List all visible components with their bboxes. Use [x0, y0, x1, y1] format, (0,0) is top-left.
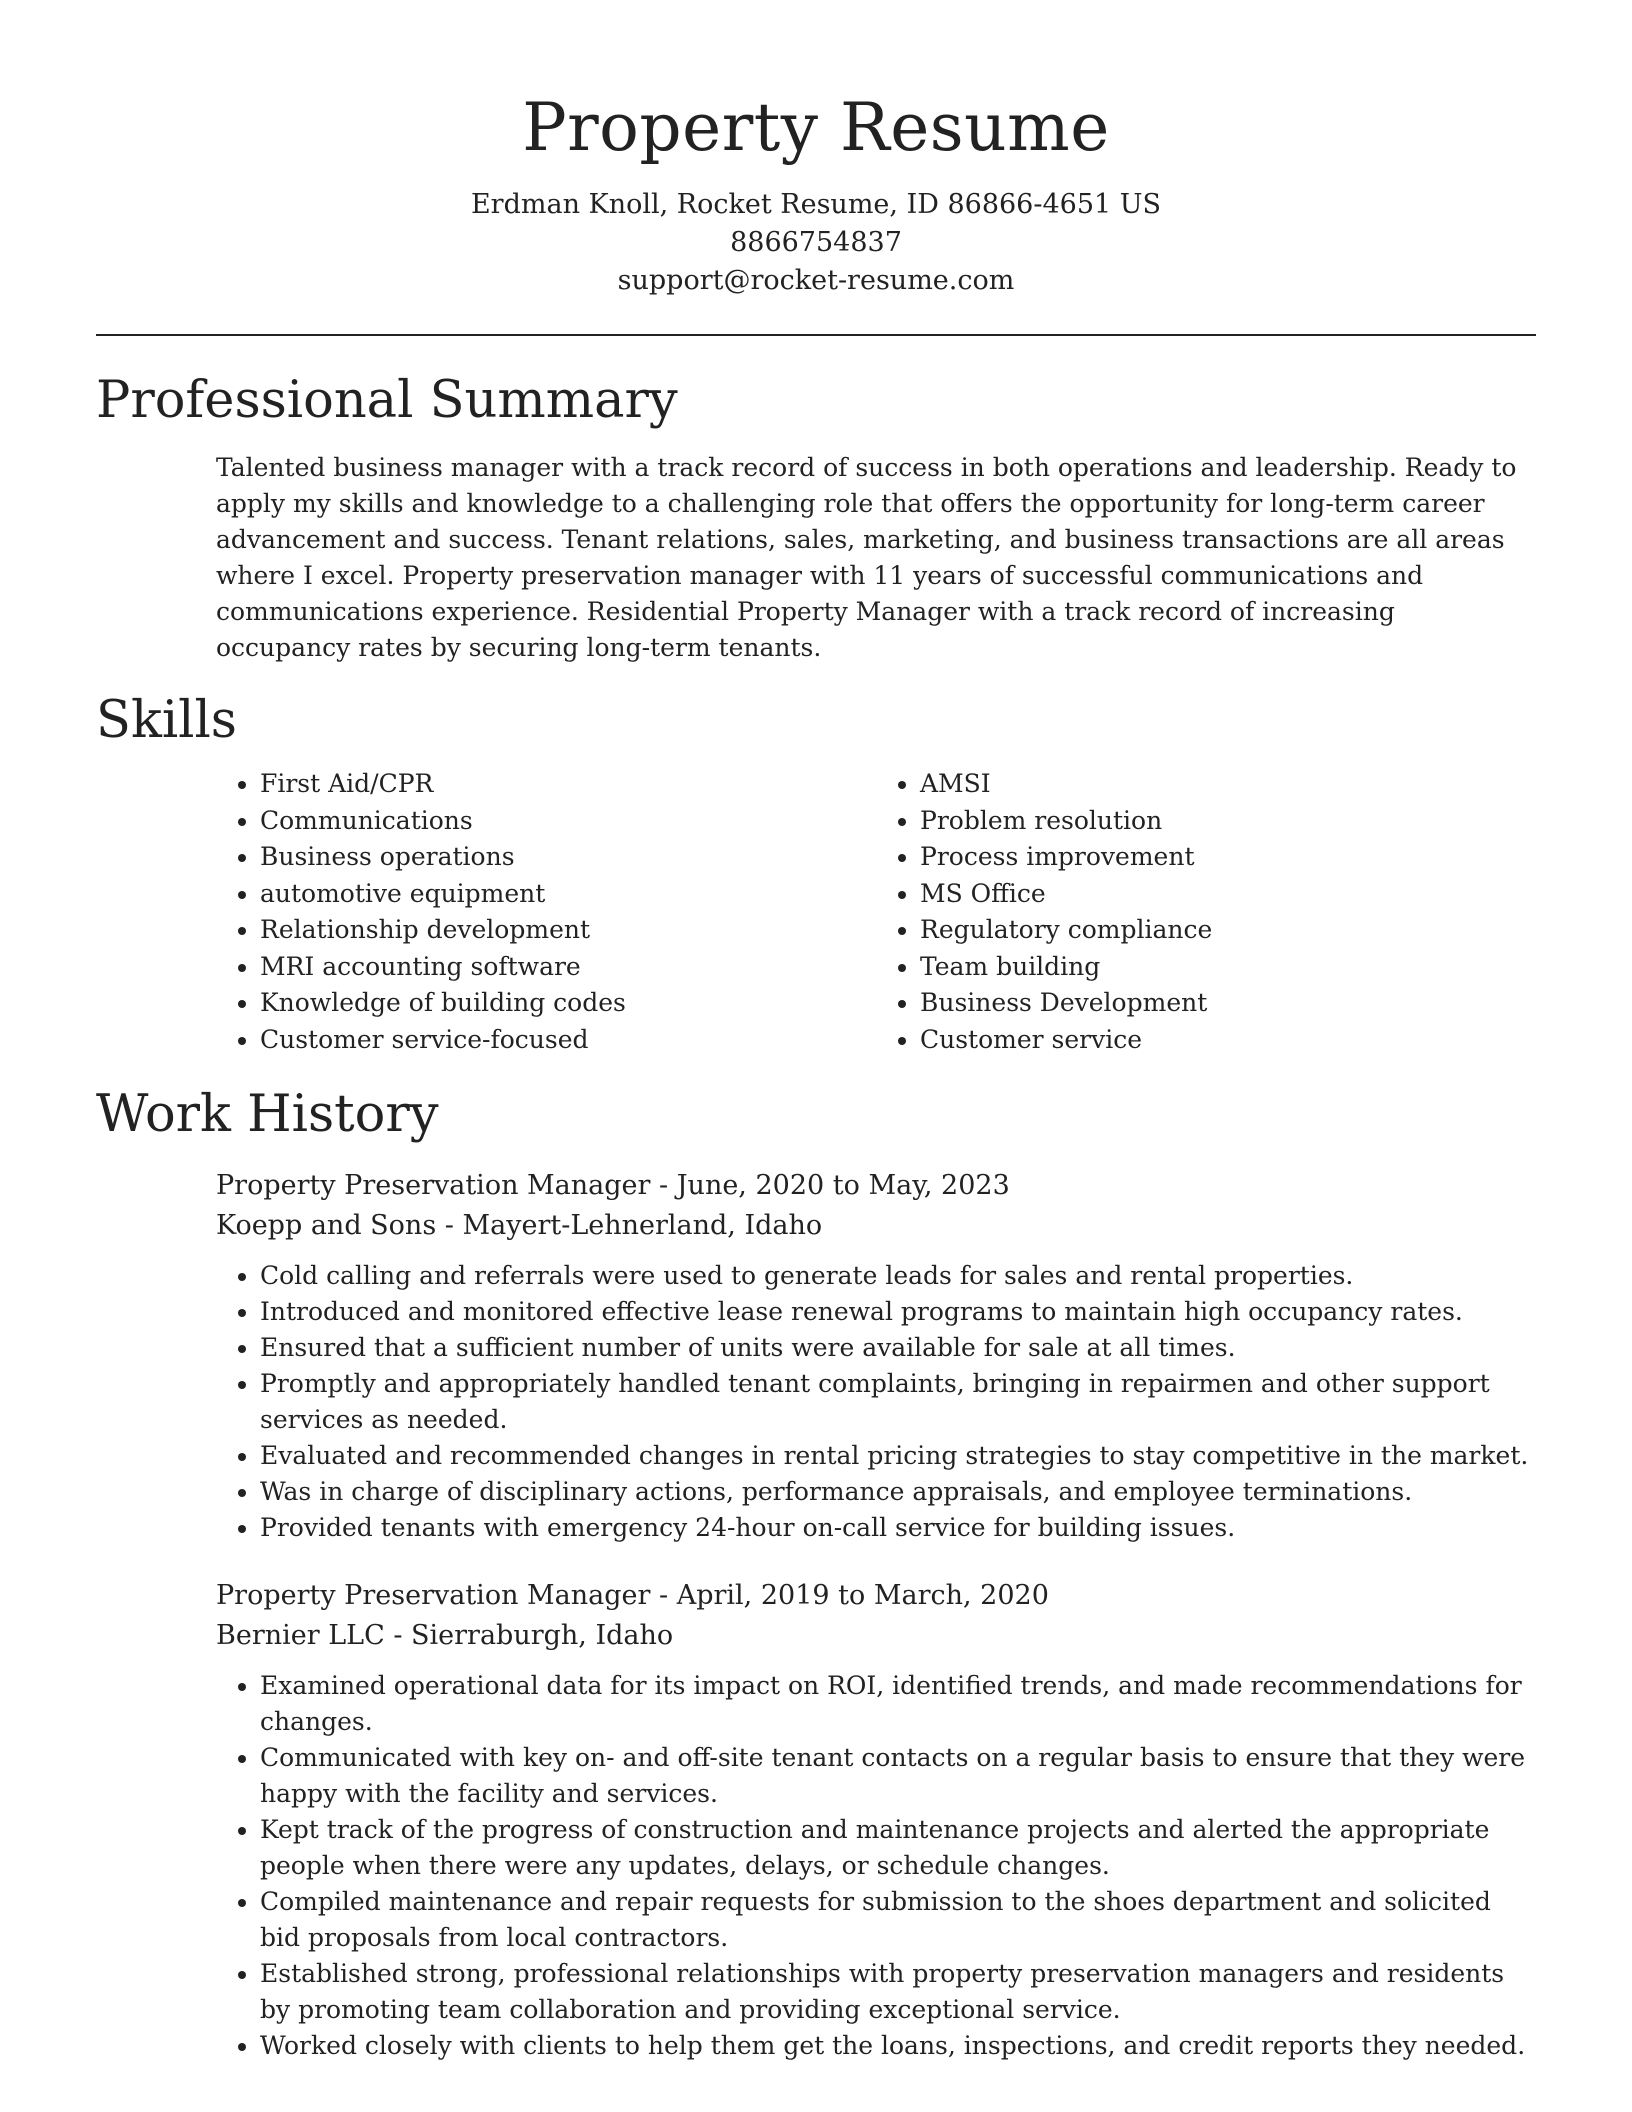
skills-column-left	[216, 766, 876, 1058]
job-duty-item: • Communicated with key on- and off-site tenant contacts on a regular basis to ensure that they were happy with the facility and services.	[260, 1740, 1536, 1812]
job-duty-item: • Established strong, professional relationships with property preservation managers and residents by promoting team collaboration and providing exceptional service.	[260, 1956, 1536, 2028]
job-duty-item: • Ensured that a sufficient number of units were available for sale at all times.	[260, 1330, 1536, 1366]
job-duty-item: • Evaluated and recommended changes in rental pricing strategies to stay competitive in the market.	[260, 1438, 1536, 1474]
contact-email: support@rocket-resume.com	[617, 265, 1015, 296]
header-divider	[96, 334, 1536, 336]
job-duty-item: • Was in charge of disciplinary actions, performance appraisals, and employee terminations.	[260, 1474, 1536, 1510]
job-duty-item: • Worked closely with clients to help them get the loans, inspections, and credit reports they needed.	[260, 2028, 1536, 2064]
work-history-heading: Work History	[96, 1085, 439, 1144]
skills-heading: Skills	[96, 691, 237, 750]
resume-title: Property Resume	[522, 89, 1110, 166]
resume-page	[96, 0, 1536, 2064]
job-duty-item: • Compiled maintenance and repair requests for submission to the shoes department and solicited bid proposals from local contractors.	[260, 1884, 1536, 1956]
skills-column-right	[876, 766, 1536, 1058]
skill-item: • Communications	[260, 803, 876, 840]
contact-info	[96, 186, 1536, 300]
skill-item: • AMSI	[920, 766, 1536, 803]
job-duty-item: • Promptly and appropriately handled tenant complaints, bringing in repairmen and other support services as needed.	[260, 1366, 1536, 1438]
summary-heading: Professional Summary	[96, 371, 678, 430]
job-title-dates: Property Preservation Manager - June, 2020 to May, 2023	[216, 1170, 1010, 1201]
job-duty-item: • Examined operational data for its impact on ROI, identified trends, and made recommendations for changes.	[260, 1668, 1536, 1740]
job-entry	[216, 1576, 1536, 2064]
resume-header	[96, 0, 1536, 300]
skill-item: • Relationship development	[260, 912, 876, 949]
job-duty-item: • Kept track of the progress of construction and maintenance projects and alerted the appropriate people when there were any updates, delays, or schedule changes.	[260, 1812, 1536, 1884]
skill-item: • Regulatory compliance	[920, 912, 1536, 949]
job-entry	[216, 1166, 1536, 1546]
job-company-location: Bernier LLC - Sierraburgh, Idaho	[216, 1620, 674, 1651]
skills-grid	[216, 766, 1536, 1058]
job-duty-item: • Cold calling and referrals were used to generate leads for sales and rental properties.	[260, 1258, 1536, 1294]
job-duty-item: • Provided tenants with emergency 24-hour on-call service for building issues.	[260, 1510, 1536, 1546]
skill-item: • MRI accounting software	[260, 949, 876, 986]
skill-item: • Problem resolution	[920, 803, 1536, 840]
summary-text: Talented business manager with a track record of success in both operations and leadership. Ready to apply my skills and knowledge to a challenging role that offers the opportunity for long-term career advancement and success. Tenant relations, sales, marketing, and business transactions are all areas where I excel. Property preservation manager with 11 years of successful communications and communications experience. Residential Property Manager with a track record of increasing occupancy rates by securing long-term tenants.	[216, 453, 1517, 662]
skill-item: • Business operations	[260, 839, 876, 876]
job-title-dates: Property Preservation Manager - April, 2019 to March, 2020	[216, 1580, 1049, 1611]
contact-phone: 8866754837	[730, 227, 902, 258]
job-company-location: Koepp and Sons - Mayert-Lehnerland, Idaho	[216, 1210, 823, 1241]
job-duties	[216, 1258, 1536, 1546]
skill-item: • Customer service	[920, 1022, 1536, 1059]
skill-item: • MS Office	[920, 876, 1536, 913]
skill-item: • Knowledge of building codes	[260, 985, 876, 1022]
job-duty-item: • Introduced and monitored effective lease renewal programs to maintain high occupancy rates.	[260, 1294, 1536, 1330]
skill-item: • automotive equipment	[260, 876, 876, 913]
skill-item: • First Aid/CPR	[260, 766, 876, 803]
skill-item: • Team building	[920, 949, 1536, 986]
skill-item: • Business Development	[920, 985, 1536, 1022]
contact-address: Erdman Knoll, Rocket Resume, ID 86866-4651 US	[470, 189, 1162, 220]
job-duties	[216, 1668, 1536, 2064]
skill-item: • Process improvement	[920, 839, 1536, 876]
skill-item: • Customer service-focused	[260, 1022, 876, 1059]
